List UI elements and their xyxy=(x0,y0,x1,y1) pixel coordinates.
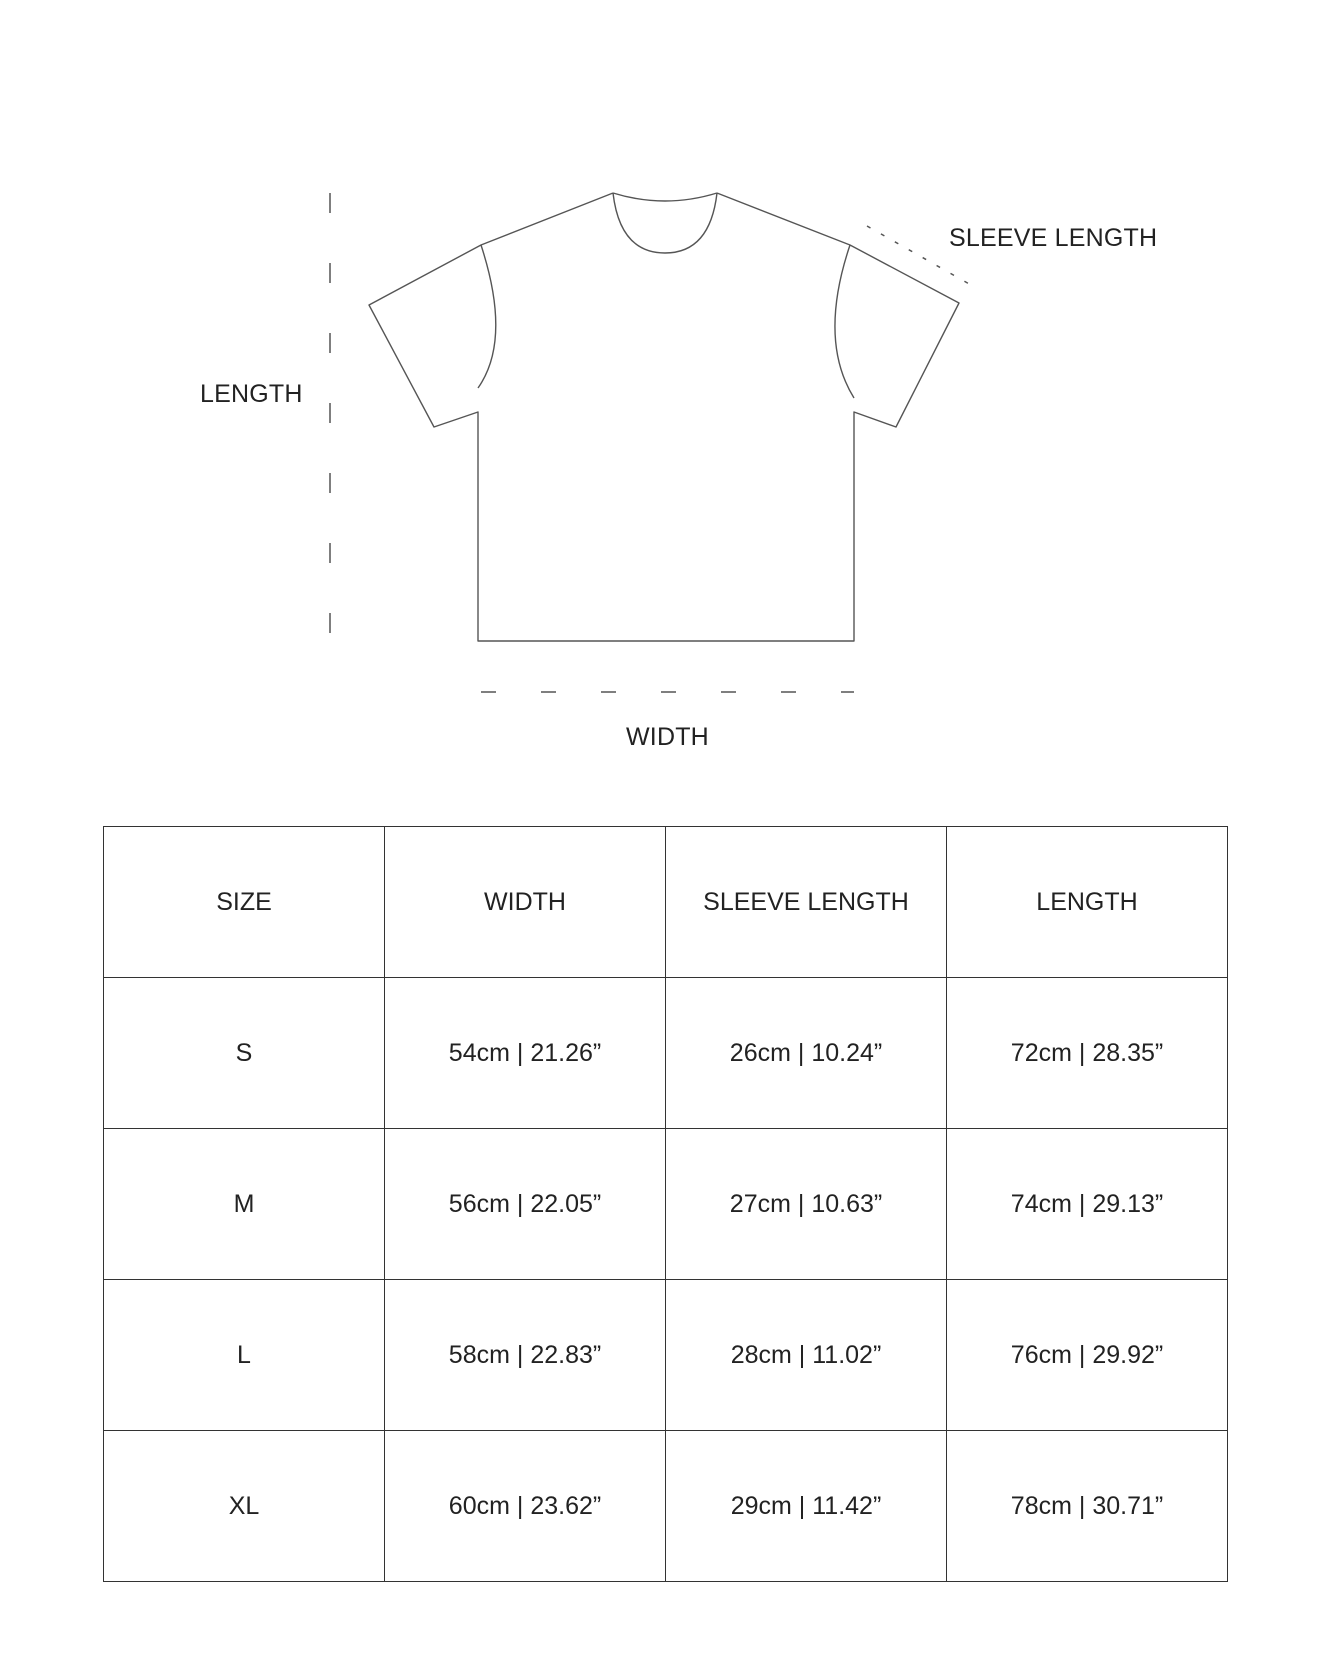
tshirt-right-seam xyxy=(835,245,854,398)
sleeve-length-cell: 27cm | 10.63” xyxy=(666,1129,947,1280)
sleeve-length-label: SLEEVE LENGTH xyxy=(949,224,1158,252)
length-cell: 72cm | 28.35” xyxy=(947,978,1228,1129)
width-cell: 60cm | 23.62” xyxy=(385,1431,666,1582)
width-cell: 54cm | 21.26” xyxy=(385,978,666,1129)
table-row xyxy=(104,1129,1228,1280)
table-row xyxy=(104,1431,1228,1582)
size-cell: XL xyxy=(104,1431,385,1582)
tshirt-collar-inner xyxy=(613,193,717,253)
tshirt-collar-outer xyxy=(613,193,717,201)
length-cell: 74cm | 29.13” xyxy=(947,1129,1228,1280)
width-cell: 56cm | 22.05” xyxy=(385,1129,666,1280)
tshirt-outline xyxy=(369,193,959,641)
tshirt-drawing xyxy=(0,0,1326,780)
table-header-row xyxy=(104,827,1228,978)
length-cell: 76cm | 29.92” xyxy=(947,1280,1228,1431)
header-width: WIDTH xyxy=(385,827,666,978)
sleeve-length-cell: 29cm | 11.42” xyxy=(666,1431,947,1582)
table-row xyxy=(104,1280,1228,1431)
tshirt-left-seam xyxy=(478,245,496,388)
header-length: LENGTH xyxy=(947,827,1228,978)
size-cell: L xyxy=(104,1280,385,1431)
length-label: LENGTH xyxy=(200,380,303,408)
length-cell: 78cm | 30.71” xyxy=(947,1431,1228,1582)
size-cell: S xyxy=(104,978,385,1129)
width-cell: 58cm | 22.83” xyxy=(385,1280,666,1431)
size-cell: M xyxy=(104,1129,385,1280)
size-chart-table xyxy=(103,826,1228,1582)
header-size: SIZE xyxy=(104,827,385,978)
table-row xyxy=(104,978,1228,1129)
width-label: WIDTH xyxy=(626,723,709,751)
header-sleeve-length: SLEEVE LENGTH xyxy=(666,827,947,978)
sleeve-length-cell: 28cm | 11.02” xyxy=(666,1280,947,1431)
tshirt-measurement-diagram xyxy=(0,0,1326,780)
sleeve-length-cell: 26cm | 10.24” xyxy=(666,978,947,1129)
